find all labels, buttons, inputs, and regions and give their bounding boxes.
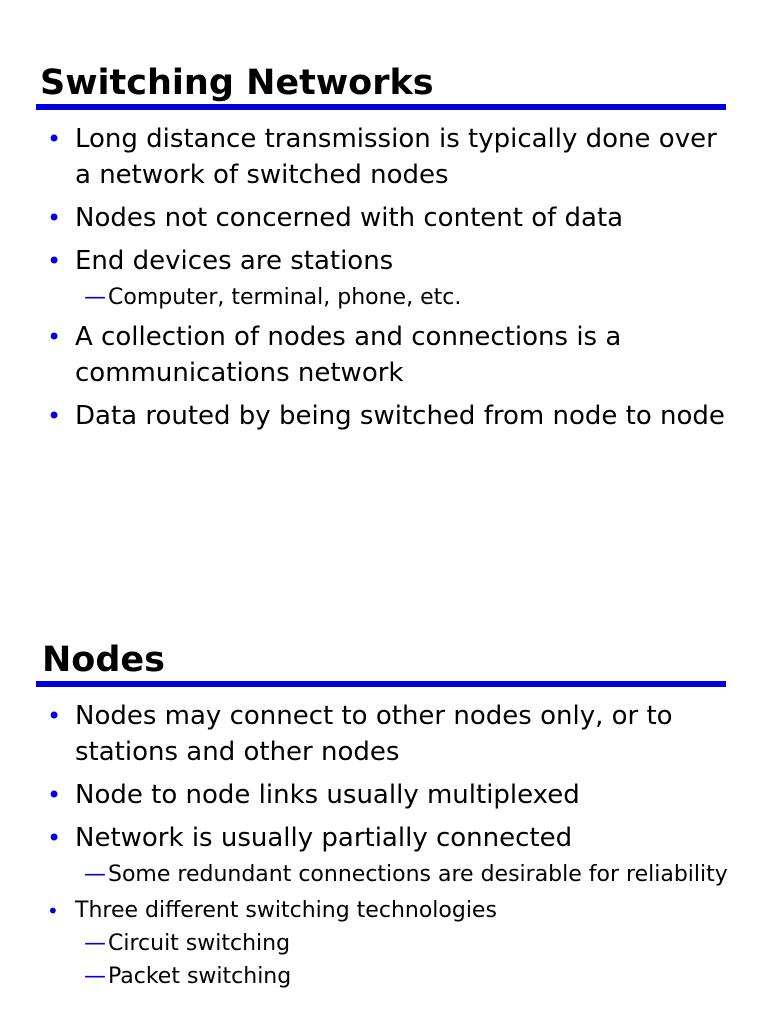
bullet-marker: •: [47, 824, 62, 852]
bullet-item: [0, 698, 768, 770]
bullet-marker: •: [47, 323, 62, 351]
bullet-marker: •: [47, 125, 62, 153]
bullet-text: Nodes not concerned with content of data: [75, 203, 624, 233]
bullet-marker: •: [47, 402, 62, 430]
sub-bullet-text: Some redundant connections are desirable for reliability: [108, 862, 728, 887]
sub-bullet-item: [0, 928, 768, 959]
bullet-text: A collection of nodes and connections is a communications network: [75, 322, 622, 388]
bullet-text: Three different switching technologies: [75, 898, 497, 923]
bullet-item: [0, 200, 768, 236]
bullet-text: End devices are stations: [75, 246, 394, 276]
sub-bullet-text: Packet switching: [108, 964, 292, 989]
dash-marker: —: [84, 862, 106, 887]
bullet-marker: •: [47, 781, 62, 809]
bullet-item: [0, 319, 768, 391]
bullet-text: Nodes may connect to other nodes only, or to stations and other nodes: [75, 701, 673, 767]
dash-marker: —: [84, 285, 106, 310]
bullet-text: Long distance transmission is typically done over a network of switched nodes: [75, 124, 717, 190]
bullet-marker: •: [47, 204, 62, 232]
title-underline: [36, 681, 726, 687]
bullet-item: [0, 243, 768, 279]
sub-bullet-item: [0, 859, 768, 890]
bullet-item: [0, 398, 768, 434]
bullet-item: [0, 777, 768, 813]
bullet-text: Data routed by being switched from node to node: [75, 401, 725, 431]
dash-marker: —: [84, 964, 106, 989]
title-underline: [36, 104, 726, 110]
bullet-item: [0, 896, 768, 926]
bullet-marker: •: [47, 247, 62, 275]
slide-nodes: [0, 512, 768, 1024]
bullet-text: Network is usually partially connected: [75, 823, 573, 853]
bullet-marker: •: [47, 702, 62, 730]
sub-bullet-item: [0, 961, 768, 992]
sub-bullet-text: Computer, terminal, phone, etc.: [108, 285, 462, 310]
dash-marker: —: [84, 931, 106, 956]
slide-title: Nodes: [42, 640, 165, 680]
bullet-list: [0, 698, 768, 998]
bullet-item: [0, 121, 768, 193]
bullet-marker: •: [47, 899, 59, 923]
sub-bullet-item: [0, 282, 768, 313]
bullet-text: Node to node links usually multiplexed: [75, 780, 580, 810]
sub-bullet-text: Circuit switching: [108, 931, 291, 956]
bullet-item: [0, 820, 768, 856]
slide-title: Switching Networks: [40, 63, 434, 103]
bullet-list: [0, 121, 768, 441]
